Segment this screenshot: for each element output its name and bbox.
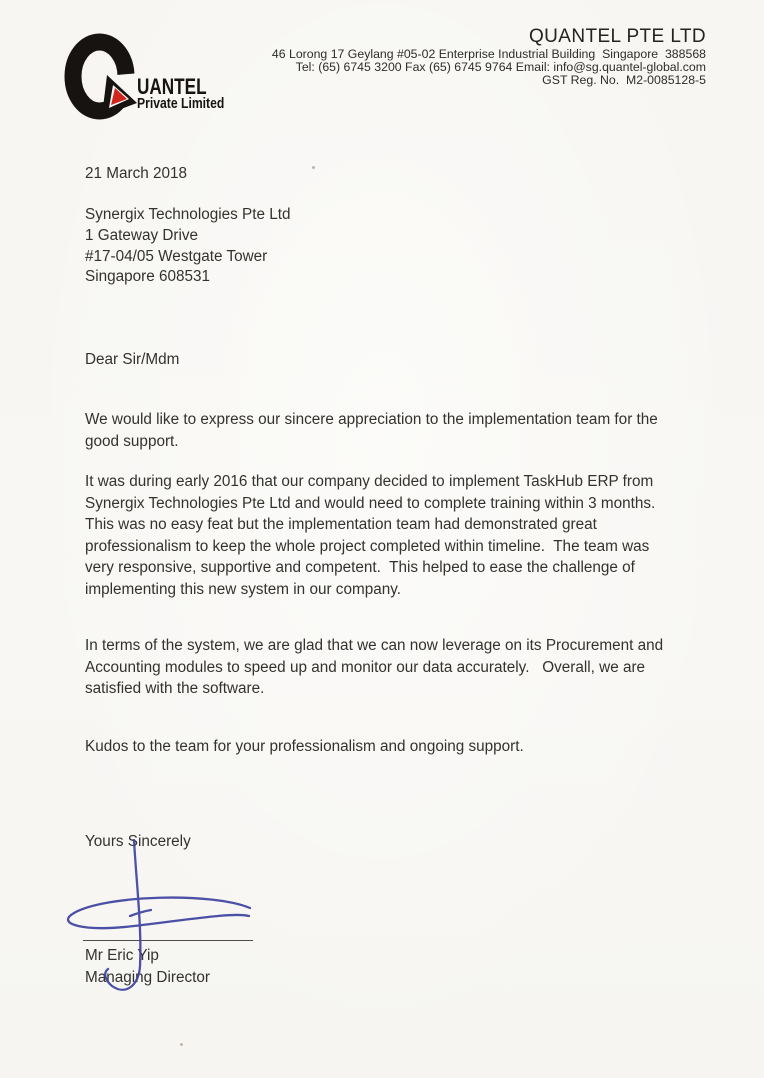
text-line: Kudos to the team for your professionalism and ongoing support.: [85, 738, 524, 755]
paragraph-1: [85, 409, 658, 452]
logo-subtitle: Private Limited: [137, 96, 225, 112]
closing-text: Yours Sincerely: [85, 833, 191, 850]
salutation-text: Dear Sir/Mdm: [85, 351, 180, 368]
recipient-line: Synergix Technologies Pte Ltd: [85, 206, 291, 223]
text-line: We would like to express our sincere appreciation to the implementation team for the: [85, 411, 658, 428]
company-logo: [58, 30, 258, 130]
company-gst: GST Reg. No. M2-0085128-5: [542, 73, 706, 88]
logo-wordmark: UANTEL: [137, 74, 207, 99]
company-address: 46 Lorong 17 Geylang #05-02 Enterprise Industrial Building Singapore 388568: [271, 47, 706, 61]
signatory: [85, 945, 210, 988]
closing: [85, 831, 191, 853]
salutation: [85, 349, 179, 371]
scan-speck: [312, 166, 315, 169]
text-line: In terms of the system, we are glad that we can now leverage on its Procurement and: [85, 637, 664, 654]
date-text: 21 March 2018: [85, 165, 188, 182]
scan-speck: [180, 1043, 183, 1046]
signatory-title: Managing Director: [85, 968, 210, 986]
text-line: This was no easy feat but the implementation team had demonstrated great: [85, 516, 597, 534]
text-line: Accounting modules to speed up and monitor our data accurately. Overall, we are: [85, 658, 646, 676]
text-line: professionalism to keep the whole project completed within timeline. The team was: [85, 537, 650, 555]
company-contact: Tel: (65) 6745 3200 Fax (65) 6745 9764 Email: info@sg.quantel-global.com: [295, 60, 706, 75]
text-line: Synergix Technologies Pte Ltd and would need to complete training within 3 months.: [85, 494, 656, 512]
recipient-line: #17-04/05 Westgate Tower: [85, 247, 268, 265]
text-line: implementing this new system in our company.: [85, 580, 401, 598]
recipient-line: 1 Gateway Drive: [85, 226, 199, 244]
text-line: very responsive, supportive and competent. This helped to ease the challenge of: [85, 559, 635, 577]
text-line: good support.: [85, 432, 179, 450]
recipient-address: [85, 205, 291, 288]
company-name: QUANTEL PTE LTD: [528, 26, 706, 47]
recipient-line: Singapore 608531: [85, 268, 211, 286]
letter-date: [85, 163, 187, 185]
paragraph-2: [85, 471, 655, 601]
signature-line: [83, 940, 253, 941]
text-line: It was during early 2016 that our company decided to implement TaskHub ERP from: [85, 473, 654, 490]
letterhead: [272, 26, 706, 88]
signatory-name: Mr Eric Yip: [85, 947, 159, 964]
paragraph-3: [85, 635, 663, 700]
text-line: satisfied with the software.: [85, 680, 265, 698]
paragraph-4: [85, 736, 524, 758]
